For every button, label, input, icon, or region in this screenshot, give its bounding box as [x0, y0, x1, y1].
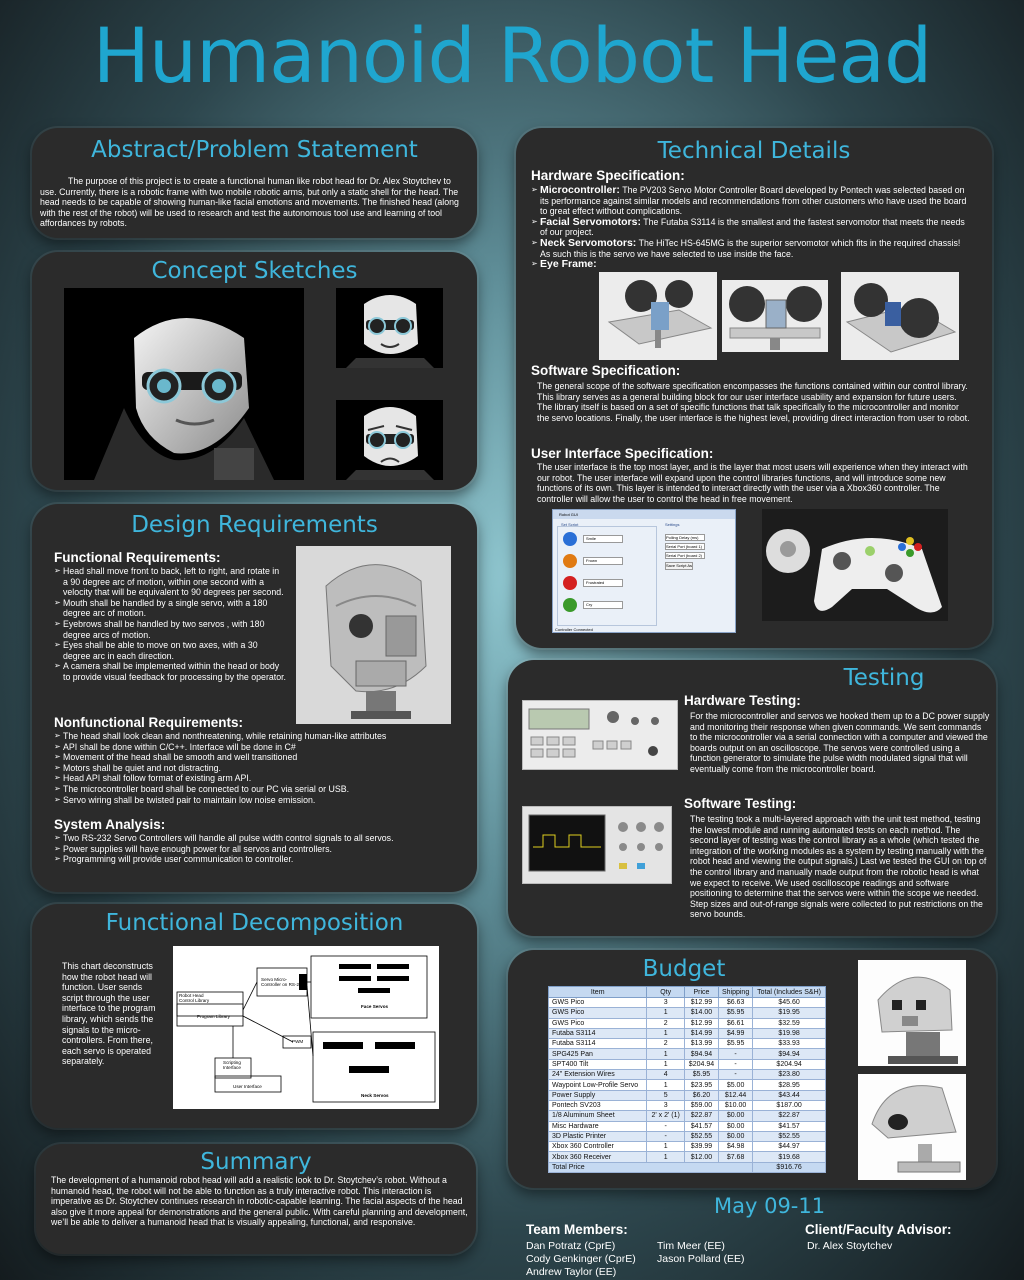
functional-list [54, 566, 286, 683]
table-cell: $7.68 [719, 1152, 753, 1162]
table-cell: $6.63 [719, 998, 753, 1008]
list-item: ➢ Head shall move front to back, left to right, and rotate in a 90 degree arc of motion, within one second with a velocity that will be equivalent to 90 degrees per second. [54, 566, 286, 598]
gui-save-button: Save Script As [666, 563, 693, 568]
table-cell: 3 [647, 998, 684, 1008]
summary-panel [36, 1144, 476, 1254]
table-cell: $28.95 [753, 1080, 826, 1090]
testing-heading: Testing [843, 665, 925, 691]
gui-settings-label: Settings [665, 522, 680, 527]
table-cell: - [647, 1131, 684, 1141]
team-member: Andrew Taylor (EE) [526, 1266, 617, 1278]
table-row [549, 1090, 826, 1100]
poster-date: May 09-11 [714, 1194, 826, 1218]
budget-heading: Budget [642, 956, 726, 982]
list-item: ➢ Power supplies will have enough power for all servos and controllers. [54, 844, 469, 855]
design-heading: Design Requirements [131, 512, 378, 538]
budget-table-wrap [548, 986, 826, 1173]
table-cell: $94.94 [684, 1049, 718, 1059]
table-cell: - [647, 1121, 684, 1131]
table-row [549, 1100, 826, 1110]
table-cell: $45.60 [753, 998, 826, 1008]
gui-emotion-icon [563, 532, 577, 546]
table-cell: $52.55 [684, 1131, 718, 1141]
table-row [549, 1059, 826, 1069]
table-cell: GWS Pico [549, 998, 647, 1008]
list-item: ➢ API shall be done within C/C++. Interface will be done in C# [54, 742, 469, 753]
table-cell: 3 [647, 1100, 684, 1110]
team-members-title: Team Members: [526, 1222, 628, 1237]
table-cell: 2' x 2' (1) [647, 1111, 684, 1121]
budget-table [548, 986, 826, 1173]
table-cell: $14.99 [684, 1028, 718, 1038]
table-cell: 2 [647, 1018, 684, 1028]
table-row [549, 1080, 826, 1090]
list-item: ➢ Programming will provide user communication to controller. [54, 854, 469, 865]
poster-title: Humanoid Robot Head [92, 11, 932, 100]
table-cell: - [719, 1059, 753, 1069]
table-cell: - [719, 1049, 753, 1059]
advisor-title: Client/Faculty Advisor: [805, 1222, 952, 1237]
budget-panel [508, 950, 996, 1188]
list-item: ➢ The head shall look clean and nonthreatening, while retaining human-like attributes [54, 731, 469, 742]
nonfunctional-title: Nonfunctional Requirements: [54, 715, 244, 730]
table-cell: $6.61 [719, 1018, 753, 1028]
hardware-testing-text: For the microcontroller and servos we hooked them up to a DC power supply and monitoring their response when given commands. We sent commands to the microcontroller via a serial connection with a computer and viewed the boards output on an oscilloscope. The servos were controlled using a function generator to simulate the pulse width modulated signal that will eventually come from the microcontroller board. [690, 711, 990, 774]
ui-spec-title: User Interface Specification: [531, 446, 714, 461]
ui-spec-text: The user interface is the top most layer, and is the layer that most users will experience when they interact with our robot. The user interface will expand upon the control libraries functions, and will introduce some new functions of its own. This layer is intended to interact directly with the user via a Xbox360 controller. The controller will allow the user to control the head in free movement. [537, 462, 968, 504]
table-cell: $5.95 [719, 1039, 753, 1049]
table-cell: $22.87 [684, 1111, 718, 1121]
table-cell: $23.80 [753, 1070, 826, 1080]
gui-field-2: Serial Port (board 1) [665, 543, 705, 550]
diagram-label: Robot Head Control Library [179, 993, 210, 1003]
table-cell: $94.94 [753, 1049, 826, 1059]
table-cell: Misc Hardware [549, 1121, 647, 1131]
table-cell: $6.20 [684, 1090, 718, 1100]
table-cell: SPT400 Tilt [549, 1059, 647, 1069]
eye-frame-render-3 [841, 272, 959, 360]
team-member: Jason Pollard (EE) [657, 1253, 745, 1265]
table-row-total [549, 1162, 826, 1172]
table-cell: $5.95 [719, 1008, 753, 1018]
list-item: ➢ Eye Frame: [531, 259, 968, 270]
robot-sketch-frown [336, 400, 443, 480]
table-cell: 2 [647, 1039, 684, 1049]
list-item: ➢ Motors shall be quiet and not distracting. [54, 763, 469, 774]
table-cell: $0.00 [719, 1111, 753, 1121]
budget-column-header: Qty [647, 987, 684, 998]
table-cell: $59.00 [684, 1100, 718, 1110]
table-cell: 5 [647, 1090, 684, 1100]
table-cell: $13.99 [684, 1039, 718, 1049]
robot-sketch-smile [336, 288, 443, 368]
table-cell: $41.57 [684, 1121, 718, 1131]
gui-emotion-icon [563, 554, 577, 568]
table-cell: $5.00 [719, 1080, 753, 1090]
table-cell: $33.93 [753, 1039, 826, 1049]
head-render-1 [858, 960, 966, 1066]
diagram-label: Program Library [197, 1014, 230, 1019]
software-spec-title: Software Specification: [531, 363, 681, 378]
list-item: ➢ Head API shall follow format of existing arm API. [54, 773, 469, 784]
table-row [549, 1070, 826, 1080]
table-cell: $32.59 [753, 1018, 826, 1028]
list-item: ➢ Microcontroller: The PV203 Servo Motor Controller Board developed by Pontech was selected based on its performance against similar models and recommendations from other customers who have used the board to great effect without complications. [531, 185, 968, 217]
table-cell: $41.57 [753, 1121, 826, 1131]
table-row [549, 1028, 826, 1038]
list-item: ➢ Two RS-232 Servo Controllers will handle all pulse width control signals to all servos. [54, 833, 469, 844]
table-cell: Futaba S3114 [549, 1028, 647, 1038]
concept-heading: Concept Sketches [151, 258, 358, 284]
team-members-col2 [657, 1240, 745, 1266]
gui-status-bar: Controller Connected [555, 627, 593, 632]
hardware-testing-title: Hardware Testing: [684, 693, 801, 708]
list-item: ➢ Facial Servomotors: The Futaba S3114 is the smallest and the fastest servomotor that meets the needs of our project. [531, 217, 968, 238]
concept-panel [32, 252, 477, 490]
table-row [549, 998, 826, 1008]
gui-field-3: Serial Port (board 2) [665, 552, 705, 559]
table-cell: $44.97 [753, 1142, 826, 1152]
head-render-2 [858, 1074, 966, 1180]
diagram-label: Scripting Interface [223, 1060, 241, 1070]
gui-emotion-icon [563, 576, 577, 590]
software-spec-text: The general scope of the software specification encompasses the functions contained within our control library. This library serves as a general building block for our user interface usability and expansion for future users. The library itself is based on a set of specific functions that talk specifically to the microcontroller and monitor the servo locations. Finally, the user interface is the highest level, providing direct interaction from user to robot. [537, 381, 970, 423]
table-cell: $0.00 [719, 1131, 753, 1141]
robot-gui-screenshot [552, 509, 736, 633]
table-cell: GWS Pico [549, 1018, 647, 1028]
diagram-label: PWM [292, 1039, 304, 1044]
team-member: Tim Meer (EE) [657, 1240, 725, 1252]
table-row [549, 1131, 826, 1141]
table-cell: $19.98 [753, 1028, 826, 1038]
summary-text: The development of a humanoid robot head will add a realistic look to Dr. Stoytchev’s robot. Without a humanoid head, the robot will not be able to function as a truly interactive robot. This interaction is imperative as Dr. Stoytchev continues research in robotic-capable learning. The facial aspects of the head also give it more appeal for demonstrations and the general public. With careful planning and development, we’ll be able to deliver a humanoid head that is visually appealing, functional, and responsive. [51, 1175, 468, 1228]
table-row [549, 1111, 826, 1121]
gui-set-script-label: Set Script [561, 522, 579, 527]
software-testing-text: The testing took a multi-layered approach with the unit test method, testing the lowest module and running automated tests on each method. The second layer of testing was the control library as a whole (which tested the integration of the working modules as a system by testing manually with the robot head and viewing the output signals.) Last we tested the GUI on top of the control library and manually made output from the robotic head is what we expect to receive. We used oscilloscope readings and software positioning to determine that the servos were within the scope we needed. Step sizes and out-of-range signals were collected to put restrictions on the servo bounds. [690, 814, 987, 920]
list-item: ➢ Movement of the head shall be smooth and well transitioned [54, 752, 469, 763]
abstract-heading: Abstract/Problem Statement [91, 137, 418, 163]
diagram-label: Servo Micro-Controller on RS-232 [261, 977, 305, 987]
list-item: ➢ Servo wiring shall be twisted pair to maintain low noise emission. [54, 795, 469, 806]
gui-emotion-button: Cry [583, 601, 623, 609]
diagram-label: Neck Servos [361, 1093, 389, 1098]
table-cell: Pontech SV203 [549, 1100, 647, 1110]
head-cad-render [296, 546, 451, 724]
diagram-label: Face Servos [361, 1004, 389, 1009]
table-cell: 1 [647, 1049, 684, 1059]
technical-heading: Technical Details [657, 138, 851, 164]
table-cell: 1 [647, 1142, 684, 1152]
table-cell: 1/8 Aluminum Sheet [549, 1111, 647, 1121]
system-list [54, 833, 469, 865]
team-members-col1 [526, 1240, 636, 1279]
gui-emotion-button: Frown [583, 557, 623, 565]
gui-window-title: Robot GUI [559, 512, 578, 517]
total-label: Total Price [549, 1162, 753, 1172]
table-cell: $10.00 [719, 1100, 753, 1110]
system-title: System Analysis: [54, 817, 166, 832]
table-cell: $23.95 [684, 1080, 718, 1090]
total-value: $916.76 [753, 1162, 826, 1172]
table-cell: Futaba S3114 [549, 1039, 647, 1049]
advisor-name: Dr. Alex Stoytchev [807, 1240, 893, 1252]
table-cell: $5.95 [684, 1070, 718, 1080]
budget-column-header: Price [684, 987, 718, 998]
table-cell: $12.00 [684, 1152, 718, 1162]
table-cell: $19.95 [753, 1008, 826, 1018]
table-cell: $19.68 [753, 1152, 826, 1162]
table-cell: 3D Plastic Printer [549, 1131, 647, 1141]
abstract-panel [32, 128, 477, 238]
gui-emotion-button: Frustrated [583, 579, 623, 587]
table-row [549, 1121, 826, 1131]
table-row [549, 1008, 826, 1018]
functional-title: Functional Requirements: [54, 550, 221, 565]
hardware-spec-list [531, 185, 968, 270]
budget-column-header: Shipping [719, 987, 753, 998]
gui-titlebar [553, 510, 735, 519]
hardware-spec-title: Hardware Specification: [531, 168, 685, 183]
list-item: ➢ A camera shall be implemented within the head or body to provide visual feedback for processing by the operator. [54, 661, 286, 682]
list-item: ➢ Eyes shall be able to move on two axes, with a 30 degree arc in each direction. [54, 640, 286, 661]
table-cell: $4.98 [719, 1142, 753, 1152]
eye-frame-render-2 [722, 280, 828, 352]
list-item: ➢ Mouth shall be handled by a single servo, with a 180 degree arc of motion. [54, 598, 286, 619]
table-cell: Xbox 360 Controller [549, 1142, 647, 1152]
table-cell: 1 [647, 1152, 684, 1162]
table-cell: $39.99 [684, 1142, 718, 1152]
software-testing-title: Software Testing: [684, 796, 797, 811]
table-cell: 4 [647, 1070, 684, 1080]
robot-sketch-large [64, 288, 304, 480]
function-generator-photo [522, 700, 678, 770]
budget-column-header: Item [549, 987, 647, 998]
table-cell: $52.55 [753, 1131, 826, 1141]
table-cell: SPG425 Pan [549, 1049, 647, 1059]
table-cell: $12.44 [719, 1090, 753, 1100]
table-cell: - [719, 1070, 753, 1080]
table-row [549, 1049, 826, 1059]
technical-panel [516, 128, 992, 648]
table-cell: $4.99 [719, 1028, 753, 1038]
table-row [549, 1142, 826, 1152]
table-cell: $204.94 [753, 1059, 826, 1069]
testing-panel [508, 660, 996, 936]
table-cell: GWS Pico [549, 1008, 647, 1018]
budget-column-header: Total (Includes S&H) [753, 987, 826, 998]
table-cell: 1 [647, 1080, 684, 1090]
table-row [549, 1018, 826, 1028]
table-cell: Xbox 360 Receiver [549, 1152, 647, 1162]
gui-emotion-icon [563, 598, 577, 612]
team-member: Cody Genkinger (CprE) [526, 1253, 636, 1265]
design-panel [32, 504, 477, 892]
diagram-label: User Interface [233, 1084, 262, 1089]
eye-frame-render-1 [599, 272, 717, 360]
table-cell: 24" Extension Wires [549, 1070, 647, 1080]
table-cell: $22.87 [753, 1111, 826, 1121]
table-cell: $204.94 [684, 1059, 718, 1069]
table-cell: $187.00 [753, 1100, 826, 1110]
table-cell: $43.44 [753, 1090, 826, 1100]
list-item: ➢ Eyebrows shall be handled by two servos , with 180 degree arcs of motion. [54, 619, 286, 640]
table-cell: $14.00 [684, 1008, 718, 1018]
team-member: Dan Potratz (CprE) [526, 1240, 616, 1252]
table-row [549, 1039, 826, 1049]
list-item: ➢ The microcontroller board shall be connected to our PC via serial or USB. [54, 784, 469, 795]
decomp-text: This chart deconstructs how the robot head will function. User sends script through the user interface to the program library, which sends the signals to the micro-controllers. From there, each servo is operated separately. [62, 961, 156, 1067]
table-cell: $12.99 [684, 998, 718, 1008]
gui-emotion-button: Smile [583, 535, 623, 543]
list-item: ➢ Neck Servomotors: The HiTec HS-645MG is the superior servomotor which fits in the required chassis! As such this is the servo we have selected to use inside the face. [531, 238, 968, 259]
oscilloscope-photo [522, 806, 672, 884]
table-cell: Power Supply [549, 1090, 647, 1100]
xbox-controller-photo [762, 509, 948, 621]
table-cell: 1 [647, 1028, 684, 1038]
table-cell: 1 [647, 1008, 684, 1018]
decomposition-diagram [173, 946, 439, 1109]
table-cell: Waypoint Low-Profile Servo [549, 1080, 647, 1090]
gui-field-1: Polling Delay (ms) [665, 534, 705, 541]
decomp-panel [32, 904, 477, 1128]
decomp-heading: Functional Decomposition [105, 910, 404, 936]
nonfunctional-list [54, 731, 469, 805]
table-cell: 1 [647, 1059, 684, 1069]
table-cell: $0.00 [719, 1121, 753, 1131]
table-row [549, 1152, 826, 1162]
abstract-text: The purpose of this project is to create a functional human like robot head for Dr. Alex Stoytchev to use. Currently, there is a robotic frame with two mobile robotic arms, but only a static shell for the head. The head needs to be capable of showing human-like facial emotions and movements. The finished head (along with the rest of the robot) will be used to research and test the autonomous tool use and learning of tool affordances by robots. [40, 176, 459, 229]
table-cell: $12.99 [684, 1018, 718, 1028]
summary-heading: Summary [200, 1149, 312, 1175]
